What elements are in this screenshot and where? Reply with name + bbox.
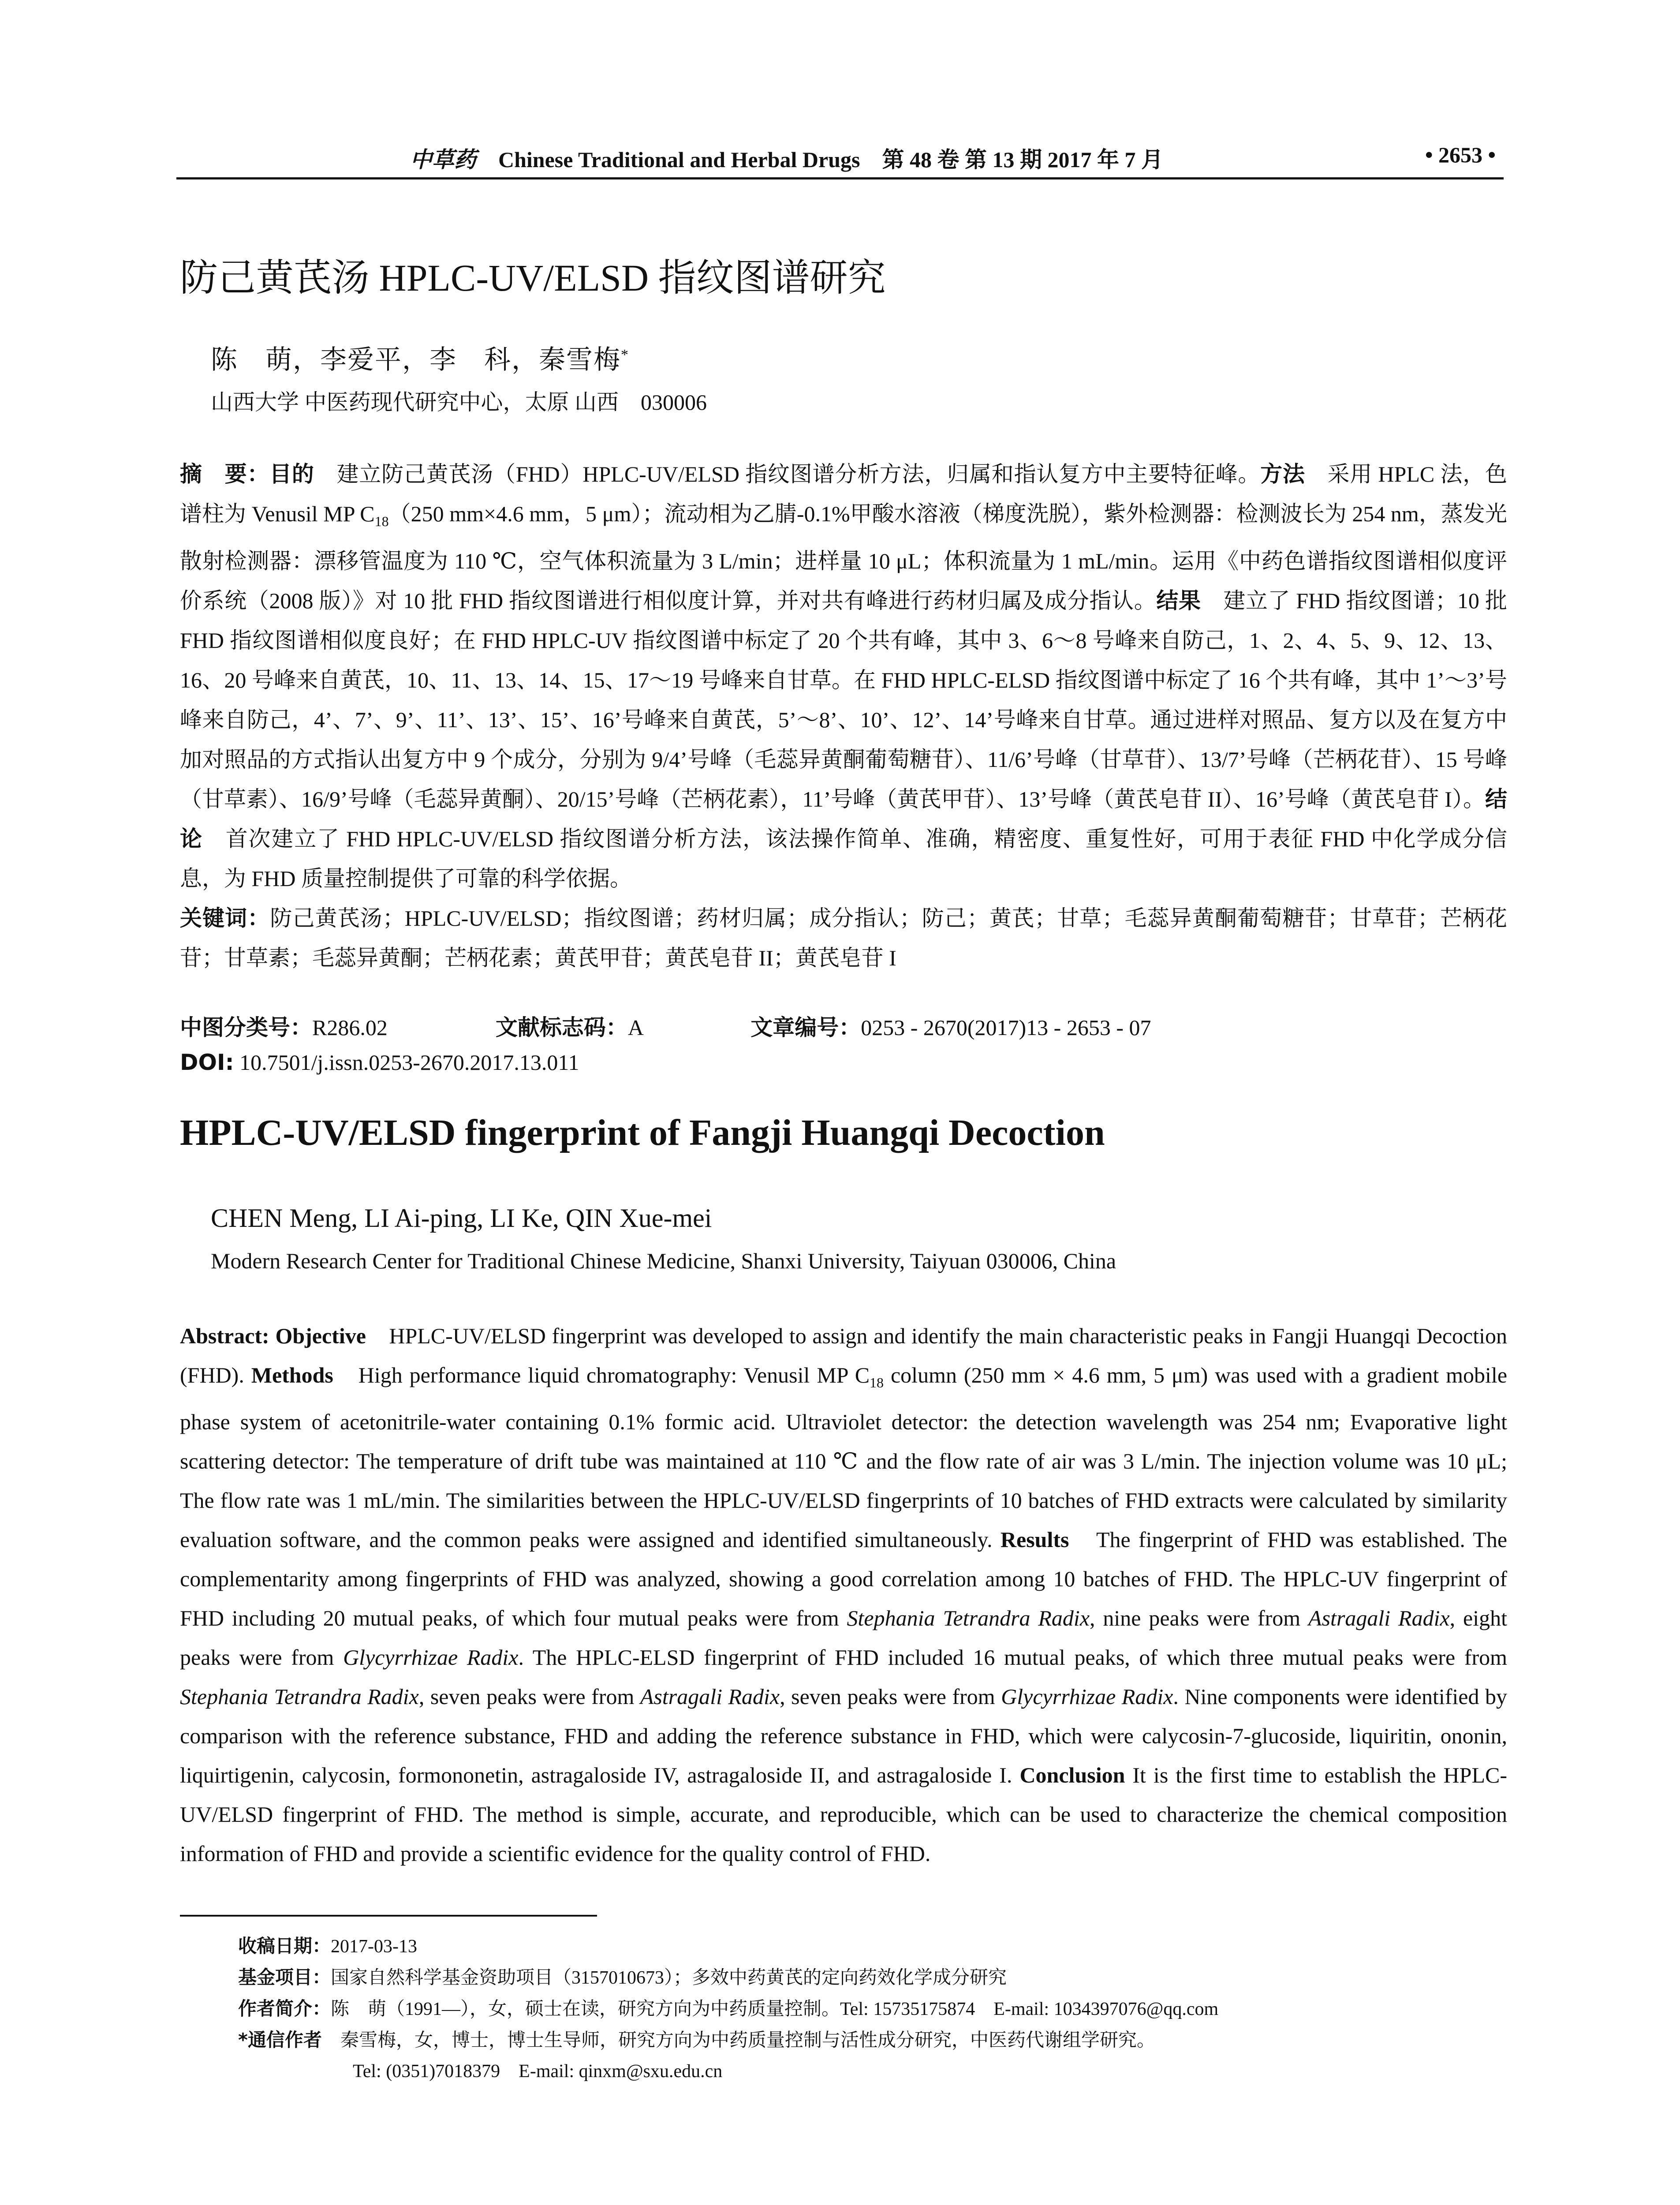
objective-cn: 建立防己黄芪汤（FHD）HPLC-UV/ELSD 指纹图谱分析方法，归属和指认复方中主要特征峰。: [336, 462, 1261, 486]
results-en-species-1: Stephania Tetrandra Radix: [847, 1606, 1090, 1630]
journal-logo: 中草药: [410, 147, 476, 172]
conclusion-cn-label: 结论: [180, 786, 1507, 852]
results-en-6: , seven peaks were from: [780, 1684, 1001, 1709]
author-value: 陈 萌（1991—），女，硕士在读，研究方向为中药质量控制。Tel: 15735175874 E-mail: 1034397076@qq.com: [331, 1999, 1219, 2019]
methods-cn-pre: 采用 HPLC 法，色谱柱为 Venusil MP C: [180, 462, 1508, 526]
abstract-cn: [180, 454, 1507, 978]
corresponding-mark: *: [621, 347, 629, 363]
footnote-author: [238, 1993, 1218, 2025]
results-en-2: , nine peaks were from: [1090, 1606, 1309, 1630]
objective-en-label: Objective: [275, 1323, 366, 1348]
methods-cn-label: 方法: [1260, 461, 1305, 487]
fund-value: 国家自然科学基金资助项目（3157010673）；多效中药黄芪的定向药效化学成分研究: [331, 1968, 1007, 1988]
clc-value: R286.02: [312, 1015, 388, 1040]
objective-en: HPLC-UV/ELSD fingerprint was developed to assign and identify the main characteristic peaks in Fangji Huangqi Decoction (FHD).: [180, 1323, 1508, 1387]
results-en-species-5: Astragali Radix: [640, 1684, 780, 1709]
methods-en-label: Methods: [251, 1363, 333, 1387]
keywords-label: 关键词：: [180, 905, 270, 931]
objective-cn-label: 目的: [269, 461, 314, 487]
abstract-cn-label: 摘 要：: [180, 461, 270, 487]
classification-line: [180, 1010, 1151, 1042]
article-no-label: 文章编号：: [750, 1015, 861, 1040]
clc-label: 中图分类号：: [180, 1015, 312, 1040]
fund-label: 基金项目：: [238, 1966, 331, 1988]
results-en-7: . Nine components were identified by comparison with the reference substance, FHD and adding the reference substance in FHD, which were calycosin-7-glucoside, liquiritin, ononin, liquirtigenin, calycosin, formononetin, astragaloside IV, astragaloside II, and astragaloside I.: [180, 1684, 1507, 1787]
methods-cn-sub: 18: [374, 513, 389, 529]
results-en-5: , seven peaks were from: [418, 1684, 640, 1709]
authors-cn: [211, 339, 629, 377]
journal-name: [410, 142, 1163, 174]
conclusion-cn: 首次建立了 FHD HPLC-UV/ELSD 指纹图谱分析方法，该法操作简单、准确，精密度、重复性好，可用于表征 FHD 中化学成分信息，为 FHD 质量控制提供了可靠的科学依据。: [180, 826, 1508, 891]
doi-value: 10.7501/j.issn.0253-2670.2017.13.011: [239, 1050, 579, 1075]
authors-en: CHEN Meng, LI Ai-ping, LI Ke, QIN Xue-mei: [211, 1203, 712, 1233]
footnote-corresponding: [238, 2025, 1218, 2056]
footnotes: [238, 1931, 1218, 2087]
footnote-fund: [238, 1962, 1218, 1993]
abstract-en-label: Abstract:: [180, 1323, 269, 1348]
results-en-label: Results: [1000, 1527, 1069, 1552]
results-en-species-3: Glycyrrhizae Radix: [343, 1645, 519, 1670]
doc-code-value: A: [627, 1015, 643, 1040]
results-en-species-4: Stephania Tetrandra Radix: [180, 1684, 419, 1709]
title-cn: 防己黄芪汤 HPLC-UV/ELSD 指纹图谱研究: [180, 257, 886, 299]
results-en-species-2: Astragali Radix: [1308, 1606, 1450, 1630]
author-label: 作者简介：: [238, 1998, 331, 2019]
received-value: 2017-03-13: [331, 1936, 417, 1957]
results-en-species-6: Glycyrrhizae Radix: [1001, 1684, 1173, 1709]
results-cn: 建立了 FHD 指纹图谱；10 批 FHD 指纹图谱相似度良好；在 FHD HPLC-UV 指纹图谱中标定了 20 个共有峰，其中 3、6～8 号峰来自防己，1、2、4、5、9、12、13、16、20 号峰来自黄芪，10、11、13、14、15、17～19 号峰来自甘草。在 FHD HPLC-ELSD 指纹图谱中标定了 16 个共有峰，其中 1’～3’号峰来自防己，4’、7’、9’、11’、13’、15’、16’号峰来自黄芪，5’～8’、10’、12’、14’号峰来自甘草。通过进样对照品、复方以及在复方中加对照品的方式指认出复方中 9 个成分，分别为 9/4’号峰（毛蕊异黄酮葡萄糖苷）、11/6’号峰（甘草苷）、13/7’号峰（芒柄花苷）、15 号峰（甘草素）、16/9’号峰（毛蕊异黄酮）、20/15’号峰（芒柄花素），11’号峰（黄芪甲苷）、13’号峰（黄芪皂苷 II）、16’号峰（黄芪皂苷 I）。: [180, 588, 1507, 811]
footnote-contact: Tel: (0351)7018379 E-mail: qinxm@sxu.edu.cn: [353, 2061, 723, 2082]
doi-line: [180, 1050, 579, 1075]
doi-label: DOI:: [180, 1050, 234, 1075]
footnote-divider: [180, 1915, 597, 1917]
methods-en-pre: High performance liquid chromatography: Venusil MP C: [358, 1363, 870, 1387]
methods-en-sub: 18: [870, 1375, 884, 1390]
doc-code-label: 文献标志码：: [495, 1015, 628, 1040]
results-cn-label: 结果: [1156, 588, 1201, 613]
corr-value: 秦雪梅，女，博士，博士生导师，研究方向为中药质量控制与活性成分研究，中医药代谢组学研究。: [340, 2030, 1155, 2051]
footnote-received: [238, 1931, 1218, 1962]
corr-label: *通信作者: [238, 2029, 322, 2051]
article-no-value: 0253 - 2670(2017)13 - 2653 - 07: [861, 1015, 1151, 1040]
results-en-3: , eight peaks were from: [180, 1606, 1507, 1670]
methods-cn-post: （250 mm×4.6 mm，5 μm）；流动相为乙腈-0.1%甲酸水溶液（梯度洗脱），紫外检测器：检测波长为 254 nm，蒸发光散射检测器：漂移管温度为 110 ℃，空气体积流量为 3 L/min；进样量 10 μL；体积流量为 1 mL/min。运用《中药色谱指纹图谱相似度评价系统（2008 版）》对 10 批 FHD 指纹图谱进行相似度计算，并对共有峰进行药材归属及成分指认。: [180, 501, 1507, 613]
journal-issue: Chinese Traditional and Herbal Drugs 第 48 卷 第 13 期 2017 年 7 月: [498, 147, 1163, 172]
results-en-4: . The HPLC-ELSD fingerprint of FHD included 16 mutual peaks, of which three mutual peaks were from: [518, 1645, 1507, 1670]
conclusion-en: It is the first time to establish the HPLC-UV/ELSD fingerprint of FHD. The method is simple, accurate, and reproducible, which can be used to characterize the chemical composition information of FHD and provide a scientific evidence for the quality control of FHD.: [180, 1763, 1508, 1866]
title-en: HPLC-UV/ELSD fingerprint of Fangji Huangqi Decoction: [180, 1112, 1105, 1153]
keywords: 防己黄芪汤；HPLC-UV/ELSD；指纹图谱；药材归属；成分指认；防己；黄芪；甘草；毛蕊异黄酮葡萄糖苷；甘草苷；芒柄花苷；甘草素；毛蕊异黄酮；芒柄花素；黄芪甲苷；黄芪皂苷 II；黄芪皂苷 I: [180, 906, 1507, 970]
affiliation-en: Modern Research Center for Traditional Chinese Medicine, Shanxi University, Taiyuan 030006, China: [211, 1248, 1116, 1273]
running-header: [176, 140, 1504, 179]
page-number: • 2653 •: [1425, 142, 1496, 167]
authors-cn-text: 陈 萌，李爱平，李 科，秦雪梅: [211, 345, 621, 374]
received-label: 收稿日期：: [238, 1935, 331, 1957]
methods-en-post: column (250 mm × 4.6 mm, 5 μm) was used with a gradient mobile phase system of acetonitrile-water containing 0.1% formic acid. Ultraviolet detector: the detection wavelength was 254 nm; Evaporative light scattering detector: The temperature of drift tube was maintained at 110 ℃ and the flow rate of air was 3 L/min. The injection volume was 10 μL; The flow rate was 1 mL/min. The similarities between the HPLC-UV/ELSD fingerprints of 10 batches of FHD extracts were calculated by similarity evaluation software, and the common peaks were assigned and identified simultaneously.: [180, 1363, 1508, 1552]
results-en-1: The fingerprint of FHD was established. The complementarity among fingerprints of FHD was analyzed, showing a good correlation among 10 batches of FHD. The HPLC-UV fingerprint of FHD including 20 mutual peaks, of which four mutual peaks were from: [180, 1527, 1508, 1630]
affiliation-cn: 山西大学 中医药现代研究中心，太原 山西 030006: [211, 390, 707, 415]
abstract-en: [180, 1316, 1507, 1873]
conclusion-en-label: Conclusion: [1019, 1763, 1125, 1787]
